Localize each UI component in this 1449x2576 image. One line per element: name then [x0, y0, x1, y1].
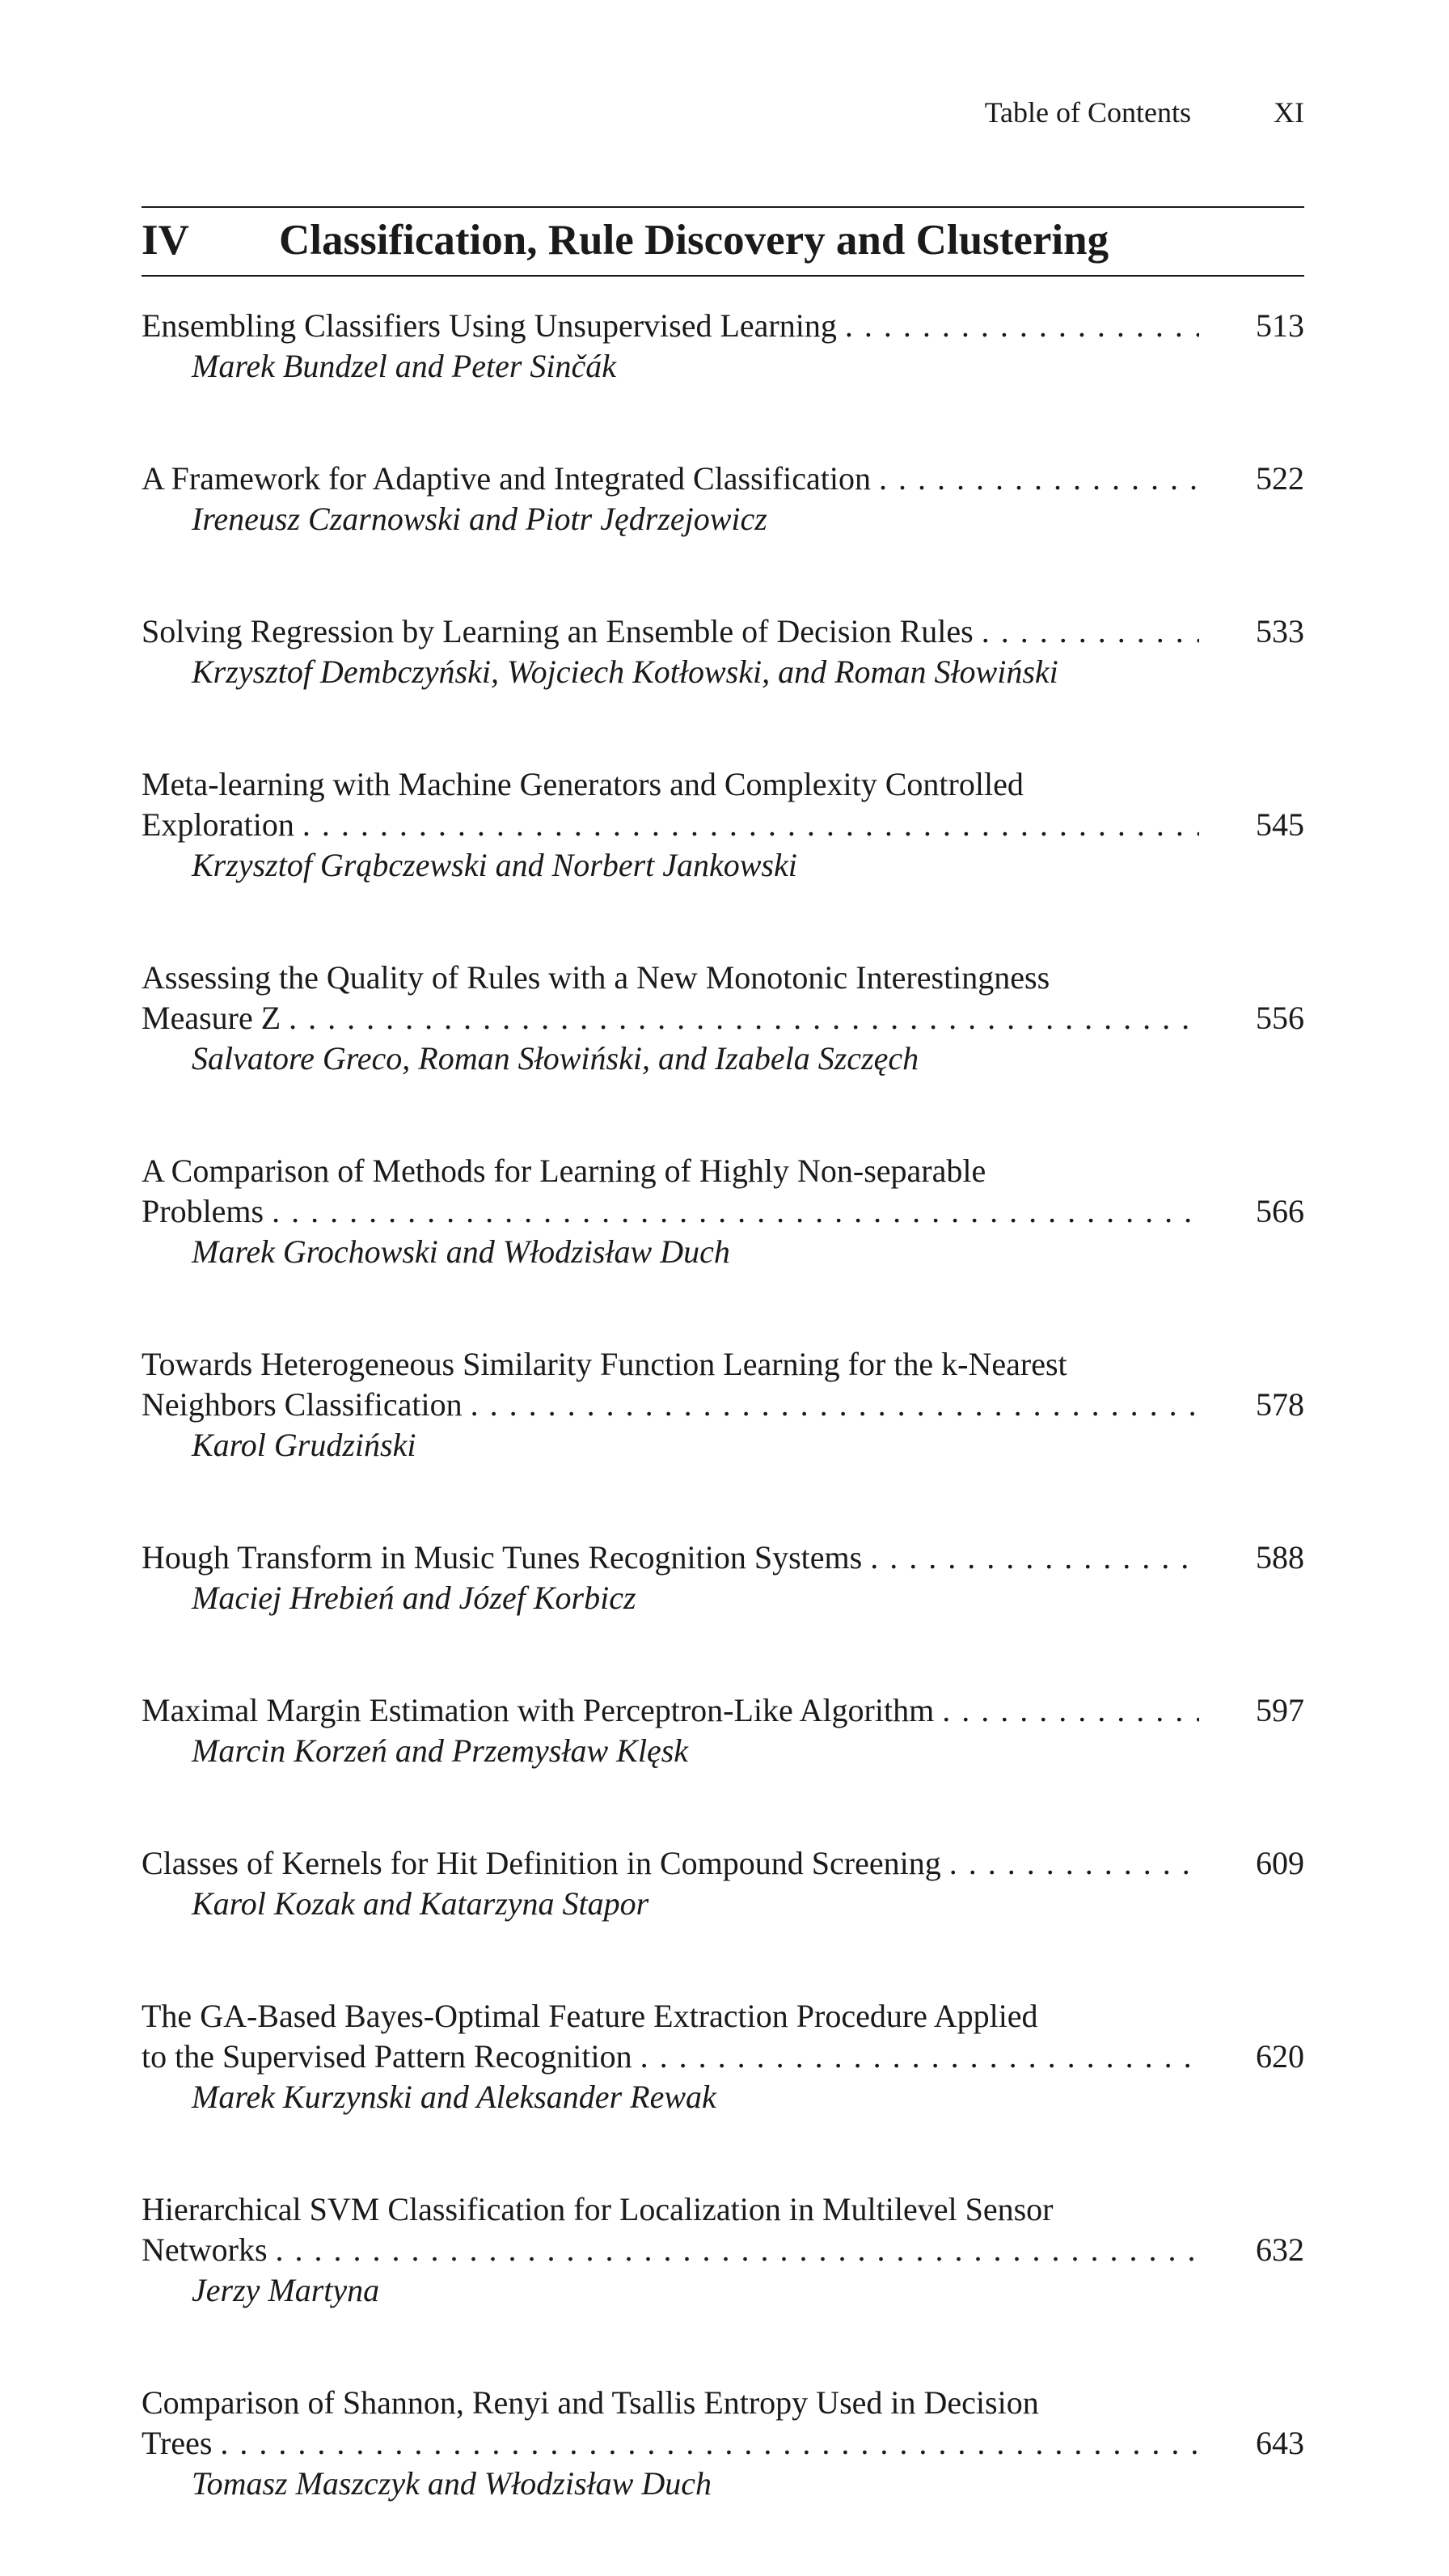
entry-page-number[interactable]: 632	[1256, 2231, 1304, 2268]
part-bottom-rule	[142, 275, 1304, 277]
dot-leader	[640, 2037, 1199, 2077]
entry-title-line	[142, 306, 1304, 346]
toc-entry[interactable]	[142, 611, 1304, 692]
dot-leader	[879, 459, 1199, 499]
entry-authors: Marcin Korzeń and Przemysław Klęsk	[192, 1732, 689, 1769]
entry-page-number[interactable]: 522	[1256, 460, 1304, 497]
entry-title-line	[142, 1191, 1304, 1232]
entry-title-text: A Framework for Adaptive and Integrated Classification	[142, 460, 871, 497]
entry-title-text: Assessing the Quality of Rules with a New Monotonic Interestingness	[142, 959, 1050, 996]
part-numeral: IV	[142, 217, 189, 264]
entry-title-text: Hierarchical SVM Classification for Localization in Multilevel Sensor	[142, 2191, 1054, 2227]
running-head	[142, 92, 1304, 133]
entry-title-line	[142, 1151, 1304, 1191]
entry-title-line	[142, 1385, 1304, 1425]
dot-leader	[289, 998, 1199, 1038]
toc-entry[interactable]	[142, 958, 1304, 1079]
entry-title-line	[142, 1996, 1304, 2037]
entry-title-text: Measure Z	[142, 1000, 281, 1036]
entry-title-text: Classes of Kernels for Hit Definition in Compound Screening	[142, 1845, 941, 1881]
entry-title-line	[142, 2383, 1304, 2423]
entry-authors: Karol Grudziński	[192, 1427, 416, 1463]
entry-title-line	[142, 1843, 1304, 1884]
entry-title-line	[142, 1690, 1304, 1731]
entry-title-text: Exploration	[142, 806, 294, 843]
part-heading	[142, 212, 1304, 269]
entry-page-number[interactable]: 513	[1256, 307, 1304, 344]
toc-list	[142, 306, 1304, 2576]
entry-title-line	[142, 2230, 1304, 2270]
entry-authors: Jerzy Martyna	[192, 2272, 380, 2308]
dot-leader	[942, 1690, 1199, 1731]
entry-page-number[interactable]: 609	[1256, 1845, 1304, 1881]
entry-title-text: Problems	[142, 1193, 264, 1229]
toc-entry[interactable]	[142, 2189, 1304, 2311]
entry-authors: Marek Grochowski and Włodzisław Duch	[192, 1233, 730, 1270]
entry-title-line	[142, 998, 1304, 1038]
dot-leader	[982, 611, 1199, 652]
dot-leader	[471, 1385, 1199, 1425]
entry-title-text: The GA-Based Bayes-Optimal Feature Extraction Procedure Applied	[142, 1998, 1038, 2034]
running-head-title: Table of Contents	[984, 96, 1191, 129]
entry-title-text: Hough Transform in Music Tunes Recognition Systems	[142, 1539, 863, 1576]
part-top-rule	[142, 206, 1304, 208]
entry-page-number[interactable]: 597	[1256, 1692, 1304, 1728]
entry-title-line	[142, 2037, 1304, 2077]
entry-page-number[interactable]: 588	[1256, 1539, 1304, 1576]
entry-title-text: to the Supervised Pattern Recognition	[142, 2038, 632, 2075]
toc-entry[interactable]	[142, 459, 1304, 539]
entry-title-text: Comparison of Shannon, Renyi and Tsallis Entropy Used in Decision	[142, 2384, 1039, 2421]
part-title: Classification, Rule Discovery and Clustering	[279, 217, 1109, 264]
entry-title-text: Neighbors Classification	[142, 1386, 463, 1423]
entry-authors: Marek Bundzel and Peter Sinčák	[192, 348, 617, 384]
entry-title-line	[142, 1538, 1304, 1578]
entry-page-number[interactable]: 545	[1256, 806, 1304, 843]
dot-leader	[845, 306, 1199, 346]
entry-title-line	[142, 2423, 1304, 2464]
toc-entry[interactable]	[142, 764, 1304, 886]
dot-leader	[949, 1843, 1199, 1884]
entry-title-text: Towards Heterogeneous Similarity Function Learning for the k-Nearest	[142, 1346, 1067, 1382]
entry-page-number[interactable]: 620	[1256, 2038, 1304, 2075]
entry-page-number[interactable]: 556	[1256, 1000, 1304, 1036]
entry-title-text: Maximal Margin Estimation with Perceptron-Like Algorithm	[142, 1692, 935, 1728]
toc-entry[interactable]	[142, 306, 1304, 387]
dot-leader	[870, 1538, 1199, 1578]
entry-title-text: Ensembling Classifiers Using Unsupervised Learning	[142, 307, 837, 344]
toc-entry[interactable]	[142, 1151, 1304, 1272]
dot-leader	[220, 2423, 1199, 2464]
entry-title-line	[142, 459, 1304, 499]
running-head-page-number: XI	[1274, 96, 1304, 129]
toc-entry[interactable]	[142, 1843, 1304, 1924]
toc-entry[interactable]	[142, 1690, 1304, 1771]
entry-page-number[interactable]: 578	[1256, 1386, 1304, 1423]
entry-authors: Tomasz Maszczyk and Włodzisław Duch	[192, 2465, 712, 2502]
entry-title-text: A Comparison of Methods for Learning of Highly Non-separable	[142, 1153, 986, 1189]
entry-page-number[interactable]: 643	[1256, 2425, 1304, 2461]
entry-title-text: Networks	[142, 2231, 268, 2268]
entry-title-text: Solving Regression by Learning an Ensemble of Decision Rules	[142, 613, 974, 649]
toc-entry[interactable]	[142, 1538, 1304, 1618]
entry-page-number[interactable]: 533	[1256, 613, 1304, 649]
dot-leader	[302, 805, 1199, 845]
toc-entry[interactable]	[142, 1344, 1304, 1466]
entry-title-text: Meta-learning with Machine Generators and Complexity Controlled	[142, 766, 1024, 802]
dot-leader	[272, 1191, 1199, 1232]
entry-title-text: Trees	[142, 2425, 213, 2461]
entry-authors: Salvatore Greco, Roman Słowiński, and Izabela Szczęch	[192, 1040, 919, 1077]
entry-authors: Marek Kurzynski and Aleksander Rewak	[192, 2079, 716, 2115]
entry-title-line	[142, 958, 1304, 998]
entry-authors: Krzysztof Grąbczewski and Norbert Jankowski	[192, 847, 797, 883]
toc-entry[interactable]	[142, 1996, 1304, 2117]
entry-authors: Maciej Hrebień and Józef Korbicz	[192, 1580, 636, 1616]
entry-authors: Ireneusz Czarnowski and Piotr Jędrzejowicz	[192, 501, 767, 537]
dot-leader	[276, 2230, 1199, 2270]
entry-authors: Krzysztof Dembczyński, Wojciech Kotłowski, and Roman Słowiński	[192, 654, 1058, 690]
entry-page-number[interactable]: 566	[1256, 1193, 1304, 1229]
entry-title-line	[142, 764, 1304, 805]
toc-entry[interactable]	[142, 2383, 1304, 2504]
entry-title-line	[142, 1344, 1304, 1385]
entry-title-line	[142, 805, 1304, 845]
entry-authors: Karol Kozak and Katarzyna Stapor	[192, 1885, 649, 1922]
entry-title-line	[142, 611, 1304, 652]
